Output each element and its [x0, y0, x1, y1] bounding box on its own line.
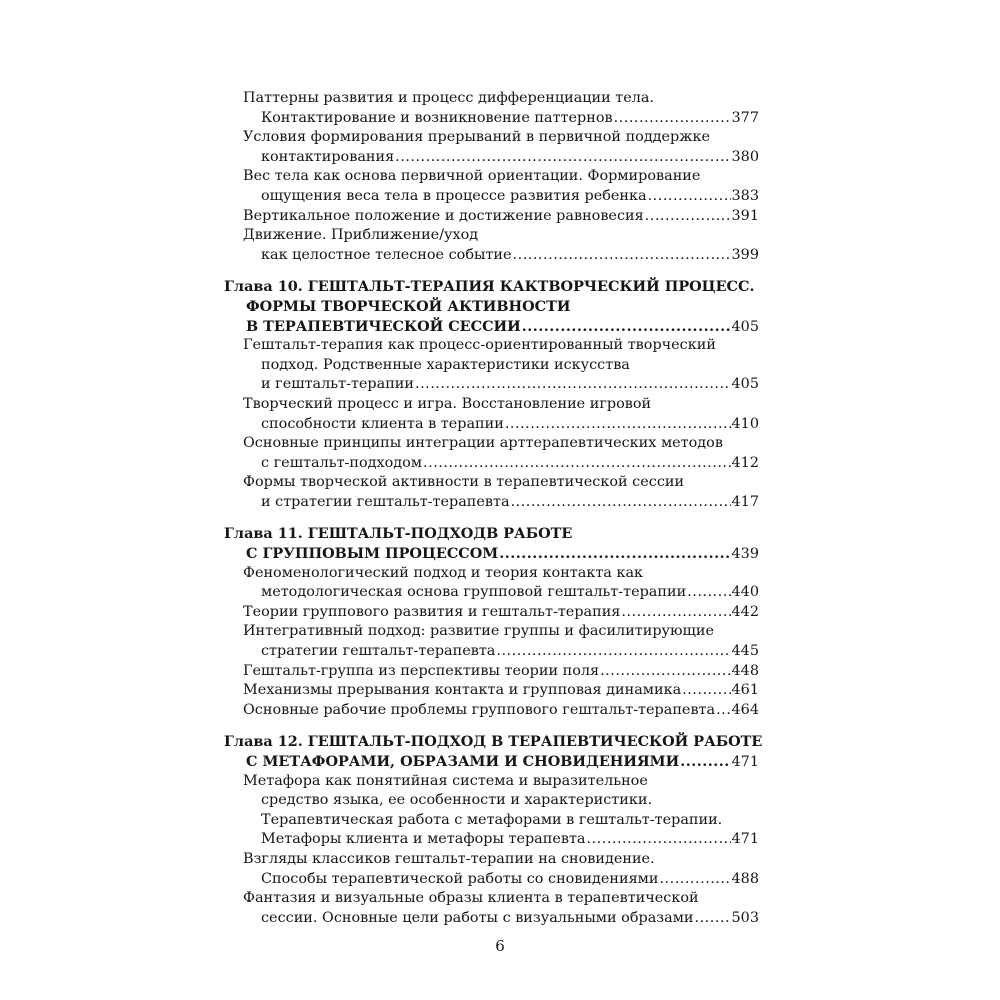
section-title-line: [224, 187, 759, 207]
section-title-line: [224, 246, 759, 266]
section-title-line: [224, 493, 759, 513]
chapter-title-line: [224, 752, 759, 772]
entry-text: Вертикальное положение и достижение равновесия: [243, 207, 644, 224]
entry-text: с гештальт-подходом: [261, 454, 423, 471]
entry-text: Метафоры клиента и метафоры терапевта: [261, 831, 586, 848]
section-title-line: [224, 583, 759, 603]
page-ref: 383: [731, 187, 759, 204]
leader-dots: [621, 603, 730, 623]
toc-section: [224, 889, 759, 928]
page-ref: 439: [731, 546, 759, 563]
chapter-title-line: [224, 317, 759, 337]
page-ref: 412: [731, 454, 759, 471]
leader-dots: [687, 583, 730, 603]
page-ref: 445: [731, 643, 759, 660]
page-number: 6: [495, 937, 505, 955]
toc-section: [224, 128, 759, 167]
leader-dots: [587, 830, 731, 850]
leader-dots: [648, 187, 731, 207]
entry-text: ощущения веса тела в процессе развития ребенка: [261, 187, 647, 204]
table-of-contents: [224, 89, 763, 928]
toc-chapter: [224, 524, 759, 563]
section-title-line: [224, 870, 759, 890]
toc-section: [224, 681, 759, 701]
page-ref: 440: [731, 584, 759, 601]
page-ref: 391: [731, 207, 759, 224]
section-title-line: Интегративный подход: развитие группы и фасилитирующие: [243, 623, 715, 640]
toc-section: [224, 473, 759, 512]
toc-section: [224, 622, 759, 661]
entry-text: Механизмы прерывания контакта и групповая динамика: [243, 682, 682, 699]
section-title-line: средство языка, ее особенности и характеристики.: [261, 792, 653, 809]
entry-text: методологическая основа групповой гештальт-терапии: [261, 584, 687, 601]
section-title-line: Формы творческой активности в терапевтической сессии: [243, 474, 685, 491]
toc-section: [224, 336, 759, 395]
chapter-title-line: [224, 544, 759, 564]
toc-section: [224, 207, 759, 227]
section-title-line: [224, 642, 759, 662]
toc-chapter: [224, 277, 759, 336]
toc-section: [224, 662, 759, 682]
section-title-line: [224, 681, 759, 701]
section-title-line: Условия формирования прерываний в первичной поддержке: [243, 129, 711, 146]
entry-text: В ТЕРАПЕВТИЧЕСКОЙ СЕССИИ: [246, 317, 521, 335]
page-ref: 471: [731, 831, 759, 848]
leader-dots: [614, 109, 731, 129]
section-title-line: [224, 415, 759, 435]
leader-dots: [505, 415, 731, 435]
entry-text: Способы терапевтической работы со сновидениями: [261, 870, 659, 887]
leader-dots: [680, 752, 730, 772]
leader-dots: [716, 701, 730, 721]
page-ref: 410: [731, 415, 759, 432]
toc-section: [224, 603, 759, 623]
entry-text: стратегии гештальт-терапевта: [261, 643, 496, 660]
entry-text: Контактирование и возникновение паттернов: [261, 109, 613, 126]
toc-section: [224, 772, 759, 850]
entry-text: и стратегии гештальт-терапевта: [261, 493, 510, 510]
entry-text: контактирования: [261, 148, 395, 165]
section-title-line: подход. Родственные характеристики искусства: [261, 356, 630, 373]
leader-dots: [415, 375, 731, 395]
leader-dots: [423, 454, 731, 474]
page-ref: 448: [731, 662, 759, 679]
page-ref: 464: [731, 701, 759, 718]
leader-dots: [513, 246, 731, 266]
page-ref: 405: [731, 376, 759, 393]
page-ref: 461: [731, 682, 759, 699]
section-title-line: Гештальт-терапия как процесс-ориентированный творческий: [243, 337, 716, 354]
page-ref: 377: [731, 109, 759, 126]
section-title-line: Движение. Приближение/уход: [243, 227, 479, 244]
toc-section: [224, 701, 759, 721]
entry-text: сессии. Основные цели работы с визуальными образами: [261, 909, 694, 926]
entry-text: Основные рабочие проблемы группового гештальт-терапевта: [243, 701, 716, 718]
leader-dots: [645, 207, 731, 227]
section-title-line: [224, 454, 759, 474]
section-title-line: [224, 375, 759, 395]
chapter-title-line: Глава 10. ГЕШТАЛЬТ-ТЕРАПИЯ КАКТВОРЧЕСКИЙ ПРОЦЕСС.: [224, 278, 755, 296]
page-ref: 399: [731, 246, 759, 263]
page-ref: 503: [731, 909, 759, 926]
page-ref: 380: [731, 148, 759, 165]
page-ref: 405: [731, 318, 759, 335]
toc-section: [224, 226, 759, 265]
section-title-line: Метафора как понятийная система и выразительное: [243, 772, 648, 789]
leader-dots: [682, 681, 730, 701]
section-title-line: Вес тела как основа первичной ориентации. Формирование: [243, 168, 701, 185]
section-title-line: Терапевтическая работа с метафорами в гештальт-терапии.: [261, 811, 723, 828]
leader-dots: [395, 148, 730, 168]
section-title-line: Творческий процесс и игра. Восстановление игровой: [243, 395, 652, 412]
toc-section: [224, 167, 759, 206]
leader-dots: [499, 544, 730, 564]
leader-dots: [600, 662, 730, 682]
leader-dots: [659, 870, 730, 890]
toc-section: [224, 395, 759, 434]
section-title-line: [224, 701, 759, 721]
chapter-title-line: ФОРМЫ ТВОРЧЕСКОЙ АКТИВНОСТИ: [246, 297, 571, 315]
entry-text: и гештальт-терапии: [261, 376, 414, 393]
section-title-line: [224, 830, 759, 850]
section-title-line: [224, 148, 759, 168]
section-title-line: Паттерны развития и процесс дифференциации тела.: [243, 90, 655, 106]
section-title-line: [224, 909, 759, 929]
section-title-line: [224, 662, 759, 682]
leader-dots: [522, 317, 731, 337]
section-title-line: Фантазия и визуальные образы клиента в терапевтической: [243, 890, 699, 907]
page-ref: 488: [731, 870, 759, 887]
entry-text: как целостное телесное событие: [261, 246, 512, 263]
entry-text: способности клиента в терапии: [261, 415, 504, 432]
leader-dots: [511, 493, 731, 513]
section-title-line: [224, 109, 759, 129]
entry-text: С ГРУППОВЫМ ПРОЦЕССОМ: [246, 545, 499, 563]
page-ref: 471: [731, 754, 759, 770]
entry-text: Теории группового развития и гештальт-терапия: [243, 603, 621, 620]
toc-section: [224, 89, 759, 128]
page-ref: 417: [731, 493, 759, 510]
toc-section: [224, 564, 759, 603]
toc-section: [224, 850, 759, 889]
chapter-title-line: Глава 12. ГЕШТАЛЬТ-ПОДХОД В ТЕРАПЕВТИЧЕСКОЙ РАБОТЕ: [224, 733, 763, 751]
section-title-line: Феноменологический подход и теория контакта как: [243, 564, 644, 581]
toc-section: [224, 434, 759, 473]
section-title-line: Основные принципы интеграции арттерапевтических методов: [243, 435, 723, 452]
chapter-title-line: Глава 11. ГЕШТАЛЬТ-ПОДХОДВ РАБОТЕ: [224, 525, 573, 543]
page-ref: 442: [731, 603, 759, 620]
leader-dots: [496, 642, 730, 662]
section-title-line: [224, 603, 759, 623]
toc-chapter: [224, 732, 763, 771]
section-title-line: [224, 207, 759, 227]
section-title-line: Взгляды классиков гештальт-терапии на сновидение.: [243, 850, 655, 867]
leader-dots: [695, 909, 731, 929]
entry-text: Гештальт-группа из перспективы теории поля: [243, 662, 600, 679]
entry-text: С МЕТАФОРАМИ, ОБРАЗАМИ И СНОВИДЕНИЯМИ: [246, 753, 680, 770]
